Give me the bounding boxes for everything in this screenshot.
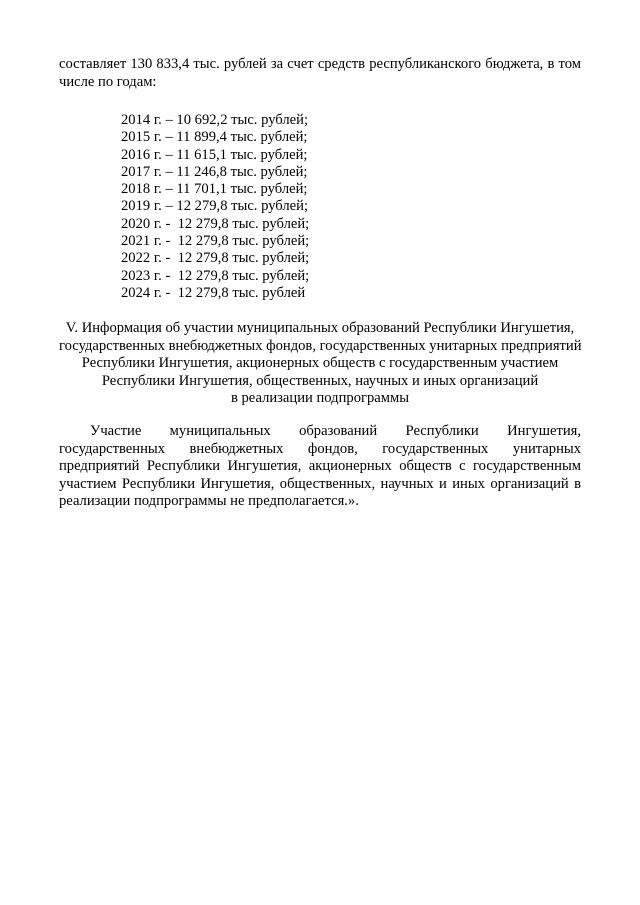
year-item: 2014 г. – 10 692,2 тыс. рублей; (121, 112, 308, 128)
section-title-line: государственных внебюджетных фондов, государственных унитарных предприятий (59, 337, 582, 354)
year-item: 2022 г. - 12 279,8 тыс. рублей; (121, 250, 310, 267)
year-item: 2024 г. - 12 279,8 тыс. рублей (121, 284, 306, 301)
section-title-line: Республики Ингушетия, общественных, научных и иных организаций (101, 372, 539, 389)
yearly-funding-list (121, 112, 309, 302)
year-item: 2023 г. - 12 279,8 тыс. рублей; (121, 267, 310, 284)
body-paragraph: Участие муниципальных образований Республики Ингушетия, государственных внебюджетных фондов, государственных унитарных предприятий Республики Ингушетия, акционерных обществ с государственным участием Республики Ингушетия, общественных, научных и иных организаций в реализации подпрограммы не предполагается.». (59, 423, 581, 509)
year-item: 2021 г. - 12 279,8 тыс. рублей; (121, 233, 310, 250)
intro-paragraph: составляет 130 833,4 тыс. рублей за счет средств республиканского бюджета, в том числе по годам: (59, 56, 581, 90)
section-title (59, 320, 581, 408)
year-item: 2019 г. – 12 279,8 тыс. рублей; (121, 198, 308, 215)
section-title-line: в реализации подпрограммы (230, 390, 410, 406)
year-item: 2015 г. – 11 899,4 тыс. рублей; (121, 129, 308, 146)
year-item: 2016 г. – 11 615,1 тыс. рублей; (121, 146, 308, 163)
section-title-line: Республики Ингушетия, акционерных обществ с государственным участием (81, 355, 559, 371)
year-item: 2018 г. – 11 701,1 тыс. рублей; (121, 181, 308, 198)
year-item: 2020 г. - 12 279,8 тыс. рублей; (121, 215, 310, 232)
year-item: 2017 г. – 11 246,8 тыс. рублей; (121, 163, 308, 180)
section-title-line: V. Информация об участии муниципальных образований Республики Ингушетия, (65, 320, 575, 336)
